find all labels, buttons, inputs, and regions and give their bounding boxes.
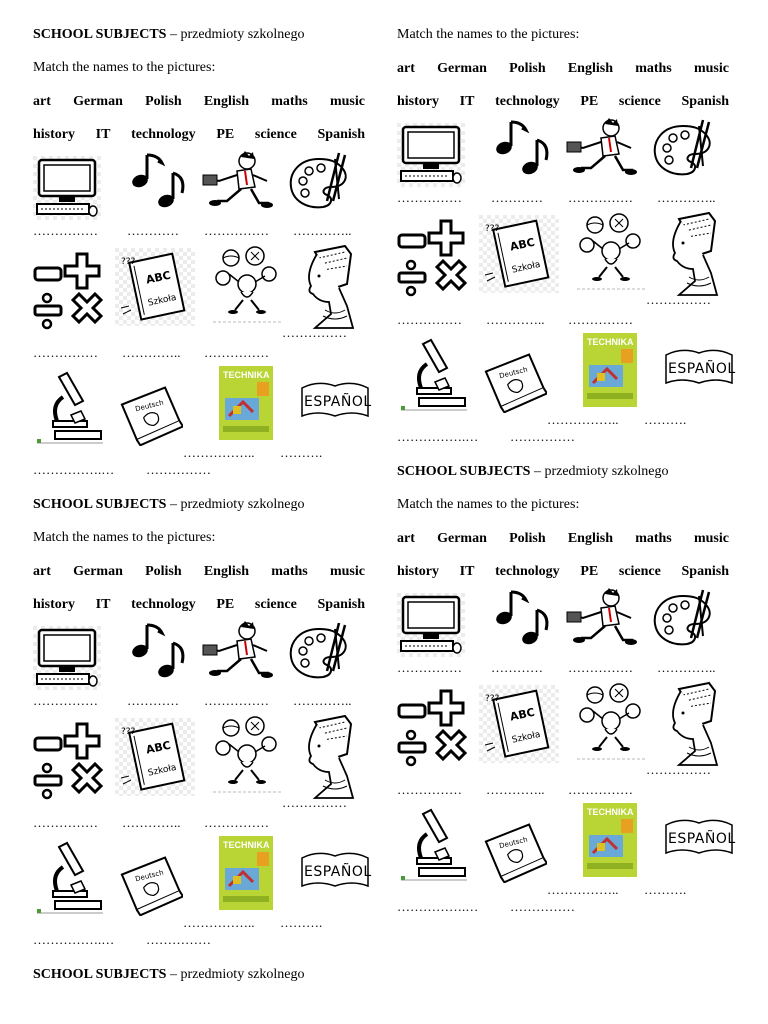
word-bank-item: Polish <box>145 94 182 109</box>
word-bank-item: art <box>33 94 51 109</box>
technika-label: TECHNIKA <box>587 337 634 347</box>
music-note-icon <box>128 151 190 211</box>
abc-book-icon <box>479 685 559 763</box>
question-marks: ??? <box>121 727 136 737</box>
answer-blank: …………….… <box>397 899 479 914</box>
computer-icon <box>397 593 465 657</box>
word-bank-item: maths <box>635 61 672 76</box>
word-bank-item: maths <box>635 531 672 546</box>
running-boy-icon <box>565 588 637 650</box>
block-title <box>33 26 304 44</box>
running-boy-icon <box>201 621 273 683</box>
block-title <box>33 966 304 984</box>
abc-extra: Szkoła <box>147 292 178 309</box>
word-bank-item: German <box>437 61 487 76</box>
word-bank-item: technology <box>131 127 196 142</box>
word-bank-item: IT <box>95 127 111 142</box>
technika-book-cover-icon <box>219 366 273 440</box>
espanol-label: ESPAÑOL <box>668 831 736 847</box>
answer-blank: …………….. <box>183 445 255 460</box>
espanol-label: ESPAÑOL <box>668 361 736 377</box>
german-book-icon <box>481 821 547 883</box>
word-bank-item: technology <box>495 564 560 579</box>
word-bank-row-2 <box>33 596 365 614</box>
answer-blank: …………… <box>510 429 575 444</box>
answer-blank: …………….… <box>33 462 115 477</box>
book-label: Deutsch <box>498 835 529 851</box>
word-bank-item: IT <box>95 597 111 612</box>
espanol-label: ESPAÑOL <box>304 864 372 880</box>
word-bank-item: English <box>567 61 613 76</box>
word-bank-item: technology <box>495 94 560 109</box>
answer-blank: …………… <box>568 312 633 327</box>
word-bank-item: art <box>33 564 51 579</box>
title-rest: – przedmioty szkolnego <box>166 967 305 982</box>
answer-blank: …………… <box>646 292 711 307</box>
title-bold: SCHOOL SUBJECTS <box>33 27 167 42</box>
exercise-block-3 <box>397 463 737 923</box>
abc-extra: Szkoła <box>511 259 542 276</box>
palette-icon <box>287 151 353 215</box>
german-book-icon <box>117 854 183 916</box>
word-bank-row-2 <box>397 93 729 111</box>
german-book-icon <box>117 384 183 446</box>
computer-icon <box>33 156 101 220</box>
technika-book-cover-icon <box>583 803 637 877</box>
book-label: Deutsch <box>498 365 529 381</box>
answer-blank: ………. <box>280 915 323 930</box>
answer-blank: …………… <box>510 899 575 914</box>
word-bank-item: music <box>329 564 365 579</box>
word-bank-item: science <box>618 94 661 109</box>
word-bank-item: history <box>33 127 75 142</box>
maths-symbols-icon <box>33 718 107 802</box>
word-bank-item: IT <box>459 564 475 579</box>
sports-juggler-icon <box>573 211 653 295</box>
word-bank-item: Polish <box>509 531 546 546</box>
answer-blank: …………… <box>204 693 269 708</box>
answer-blank: …………… <box>282 795 347 810</box>
palette-icon <box>651 118 717 182</box>
answer-blank: …………….… <box>397 429 479 444</box>
running-boy-icon <box>565 118 637 180</box>
answer-blank: ………. <box>280 445 323 460</box>
word-bank-row-1 <box>33 563 365 581</box>
maths-symbols-icon <box>397 685 471 769</box>
maths-symbols-icon <box>397 215 471 299</box>
sports-juggler-icon <box>573 681 653 765</box>
word-bank-item: German <box>73 564 123 579</box>
answer-blank: …………….… <box>33 932 115 947</box>
german-book-icon <box>481 351 547 413</box>
answer-blank: …………… <box>204 223 269 238</box>
instruction: Match the names to the pictures: <box>397 27 580 42</box>
word-bank-item: German <box>73 94 123 109</box>
title-bold: SCHOOL SUBJECTS <box>33 967 167 982</box>
music-note-icon <box>492 588 554 648</box>
nefertiti-bust-icon <box>659 211 723 303</box>
question-marks: ??? <box>121 257 136 267</box>
answer-blank: …………… <box>146 462 211 477</box>
answer-blank: …………… <box>204 345 269 360</box>
sports-juggler-icon <box>209 714 289 798</box>
exercise-block-1 <box>33 26 373 486</box>
answer-blank: …………… <box>568 190 633 205</box>
block-title <box>33 496 304 514</box>
word-bank-item: Polish <box>509 61 546 76</box>
computer-icon <box>33 626 101 690</box>
nefertiti-bust-icon <box>295 244 359 336</box>
music-note-icon <box>128 621 190 681</box>
abc-book-icon <box>115 248 195 326</box>
instruction: Match the names to the pictures: <box>33 530 216 545</box>
word-bank-item: music <box>329 94 365 109</box>
word-bank-item: history <box>33 597 75 612</box>
technika-book-cover-icon <box>219 836 273 910</box>
instruction: Match the names to the pictures: <box>33 60 216 75</box>
answer-blank: …………….. <box>547 882 619 897</box>
answer-blank: …………… <box>397 660 462 675</box>
microscope-icon <box>33 841 105 917</box>
answer-blank: …………….. <box>547 412 619 427</box>
nefertiti-bust-icon <box>295 714 359 806</box>
book-label: Deutsch <box>134 398 165 414</box>
abc-label: ABC <box>508 705 536 724</box>
answer-blank: …………… <box>204 815 269 830</box>
word-bank-item: art <box>397 531 415 546</box>
word-bank-row-1 <box>397 530 729 548</box>
answer-blank: …………… <box>568 782 633 797</box>
word-bank-item: science <box>254 127 297 142</box>
word-bank-item: art <box>397 61 415 76</box>
answer-blank: …………… <box>33 223 98 238</box>
answer-blank: …………… <box>282 325 347 340</box>
exercise-block-2 <box>33 496 373 956</box>
espanol-label: ESPAÑOL <box>304 394 372 410</box>
microscope-icon <box>33 371 105 447</box>
answer-blank: …………….. <box>183 915 255 930</box>
computer-icon <box>397 123 465 187</box>
abc-label: ABC <box>508 235 536 254</box>
palette-icon <box>651 588 717 652</box>
word-bank-item: English <box>203 564 249 579</box>
word-bank-row-2 <box>33 126 365 144</box>
answer-blank: …………… <box>33 693 98 708</box>
question-marks: ??? <box>485 694 500 704</box>
running-boy-icon <box>201 151 273 213</box>
title-rest: – przedmioty szkolnego <box>166 27 305 42</box>
technika-label: TECHNIKA <box>223 840 270 850</box>
word-bank-item: English <box>567 531 613 546</box>
block-title <box>397 463 668 481</box>
instruction: Match the names to the pictures: <box>397 497 580 512</box>
abc-book-icon <box>479 215 559 293</box>
answer-blank: ………. <box>644 412 687 427</box>
word-bank-item: history <box>397 564 439 579</box>
title-rest: – przedmioty szkolnego <box>530 464 669 479</box>
word-bank-item: maths <box>271 564 308 579</box>
word-bank-item: Polish <box>145 564 182 579</box>
word-bank-item: Spanish <box>317 597 365 612</box>
word-bank-item: PE <box>216 127 235 142</box>
exercise-block-4 <box>397 0 737 453</box>
word-bank-item: music <box>693 531 729 546</box>
word-bank-item: PE <box>580 94 599 109</box>
word-bank-item: English <box>203 94 249 109</box>
answer-blank: ………….. <box>293 223 352 238</box>
word-bank-row-2 <box>397 563 729 581</box>
word-bank-item: Spanish <box>681 94 729 109</box>
abc-extra: Szkoła <box>511 729 542 746</box>
answer-blank: ………….. <box>657 660 716 675</box>
answer-blank: …………… <box>397 782 462 797</box>
microscope-icon <box>397 338 469 414</box>
answer-blank: ………….. <box>122 345 181 360</box>
word-bank-item: music <box>693 61 729 76</box>
word-bank-item: technology <box>131 597 196 612</box>
word-bank-item: science <box>254 597 297 612</box>
espanol-book-icon <box>662 811 736 865</box>
word-bank-item: German <box>437 531 487 546</box>
abc-label: ABC <box>144 738 172 757</box>
word-bank-item: PE <box>580 564 599 579</box>
microscope-icon <box>397 808 469 884</box>
question-marks: ??? <box>485 224 500 234</box>
title-rest: – przedmioty szkolnego <box>166 497 305 512</box>
abc-book-icon <box>115 718 195 796</box>
title-bold: SCHOOL SUBJECTS <box>397 464 531 479</box>
word-bank-item: IT <box>459 94 475 109</box>
answer-blank: …………… <box>568 660 633 675</box>
word-bank-row-1 <box>33 93 365 111</box>
espanol-book-icon <box>662 341 736 395</box>
answer-blank: ………… <box>491 660 543 675</box>
answer-blank: ………. <box>644 882 687 897</box>
answer-blank: …………… <box>146 932 211 947</box>
abc-extra: Szkoła <box>147 762 178 779</box>
answer-blank: ………… <box>127 693 179 708</box>
answer-blank: …………… <box>397 190 462 205</box>
espanol-book-icon <box>298 374 372 428</box>
word-bank-item: Spanish <box>317 127 365 142</box>
answer-blank: …………… <box>33 345 98 360</box>
technika-book-cover-icon <box>583 333 637 407</box>
music-note-icon <box>492 118 554 178</box>
answer-blank: ………….. <box>293 693 352 708</box>
answer-blank: ………….. <box>657 190 716 205</box>
answer-blank: ………… <box>491 190 543 205</box>
answer-blank: …………… <box>33 815 98 830</box>
word-bank-item: history <box>397 94 439 109</box>
word-bank-item: PE <box>216 597 235 612</box>
nefertiti-bust-icon <box>659 681 723 773</box>
book-label: Deutsch <box>134 868 165 884</box>
word-bank-item: maths <box>271 94 308 109</box>
word-bank-item: science <box>618 564 661 579</box>
word-bank-row-1 <box>397 60 729 78</box>
answer-blank: ………….. <box>122 815 181 830</box>
technika-label: TECHNIKA <box>587 807 634 817</box>
answer-blank: …………… <box>646 762 711 777</box>
exercise-block-5 <box>33 966 373 986</box>
abc-label: ABC <box>144 268 172 287</box>
word-bank-item: Spanish <box>681 564 729 579</box>
title-bold: SCHOOL SUBJECTS <box>33 497 167 512</box>
sports-juggler-icon <box>209 244 289 328</box>
technika-label: TECHNIKA <box>223 370 270 380</box>
answer-blank: ………… <box>127 223 179 238</box>
maths-symbols-icon <box>33 248 107 332</box>
answer-blank: ………….. <box>486 312 545 327</box>
palette-icon <box>287 621 353 685</box>
answer-blank: …………… <box>397 312 462 327</box>
answer-blank: ………….. <box>486 782 545 797</box>
espanol-book-icon <box>298 844 372 898</box>
